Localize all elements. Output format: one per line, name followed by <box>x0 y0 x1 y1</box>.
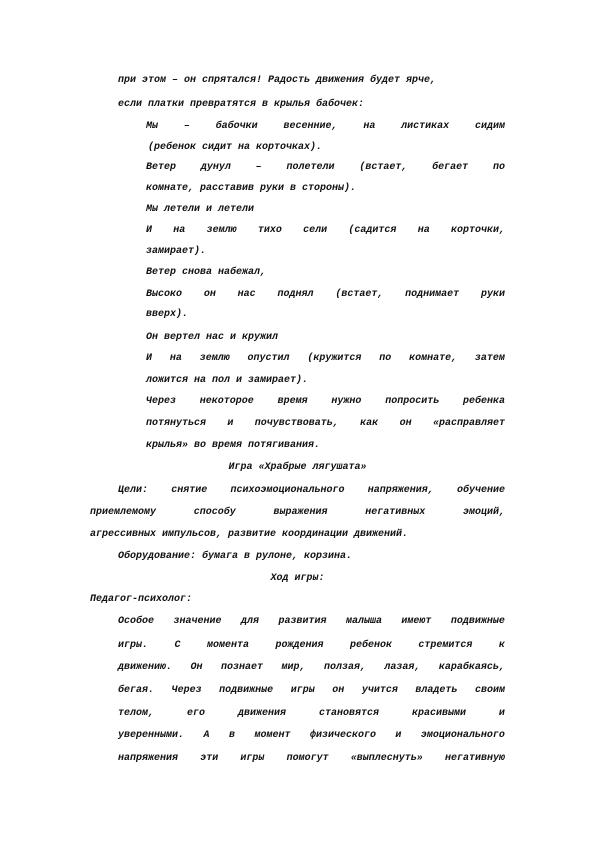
word: почувствовать, <box>254 418 339 429</box>
word: Мы <box>146 121 159 132</box>
text-line <box>118 640 505 651</box>
text-line: при этом – он спрятался! Радость движения будет ярче, <box>118 75 437 86</box>
text-line <box>146 418 505 429</box>
word: и <box>227 418 234 429</box>
word: момента <box>206 640 249 651</box>
word: ребенка <box>462 396 505 407</box>
word: способу <box>193 507 236 518</box>
word: – <box>183 121 190 132</box>
word: ползая, <box>323 662 366 673</box>
word: по <box>379 353 392 364</box>
word: и <box>498 708 505 719</box>
word: подвижные <box>219 685 274 696</box>
word: корточки, <box>450 225 505 236</box>
word: (встает, <box>359 162 408 173</box>
text-line: комнате, расставив руки в стороны). <box>146 183 357 194</box>
word: полетели <box>286 162 335 173</box>
text-line <box>146 396 505 407</box>
word: на <box>173 225 186 236</box>
word: землю <box>199 353 230 364</box>
word: нужно <box>331 396 362 407</box>
word: помогут <box>286 753 329 764</box>
word: бегает <box>432 162 469 173</box>
word: «выплеснуть» <box>350 753 423 764</box>
word: игры <box>240 753 265 764</box>
word: он <box>332 685 345 696</box>
word: на <box>169 353 182 364</box>
word: становятся <box>318 708 379 719</box>
word: тихо <box>257 225 282 236</box>
word: весенние, <box>283 121 338 132</box>
word: бабочки <box>215 121 258 132</box>
word: сели <box>303 225 328 236</box>
word: напряжения <box>118 753 179 764</box>
word: к <box>498 640 505 651</box>
word: владеть <box>415 685 458 696</box>
text-line: Мы летели и летели <box>146 204 255 215</box>
word: его <box>186 708 205 719</box>
text-line: Оборудование: бумага в рулоне, корзина. <box>118 551 353 562</box>
word: выражения <box>273 507 328 518</box>
text-line: Ветер снова набежал, <box>146 267 267 278</box>
word: по <box>492 162 505 173</box>
text-line: (ребенок сидит на корточках). <box>148 142 323 153</box>
word: физического <box>309 730 376 741</box>
word: как <box>360 418 379 429</box>
word: затем <box>474 353 505 364</box>
word: бегая. <box>118 685 155 696</box>
word: негативную <box>444 753 505 764</box>
word: развития <box>278 616 327 627</box>
word: мир, <box>281 662 306 673</box>
word: психоэмоционального <box>230 485 345 496</box>
text-line <box>118 753 505 764</box>
word: на <box>417 225 430 236</box>
text-line: вверх). <box>146 309 189 320</box>
word: красивыми <box>411 708 466 719</box>
word: С <box>174 640 181 651</box>
word: некоторое <box>199 396 254 407</box>
word: Высоко <box>146 289 183 300</box>
word: учится <box>361 685 398 696</box>
text-line <box>146 121 505 132</box>
word: И <box>146 353 153 364</box>
word: Особое <box>118 616 155 627</box>
word: эмоционального <box>420 730 505 741</box>
word: И <box>146 225 153 236</box>
text-line <box>146 162 505 173</box>
word: (кружится <box>307 353 362 364</box>
word: для <box>240 616 259 627</box>
word: сидим <box>474 121 505 132</box>
word: поднял <box>277 289 314 300</box>
word: (встает, <box>335 289 384 300</box>
word: Цели: <box>118 485 149 496</box>
word: карабкаясь, <box>438 662 505 673</box>
word: Он <box>190 662 203 673</box>
word: малыша <box>345 616 382 627</box>
word: движения <box>237 708 286 719</box>
word: игры. <box>118 640 149 651</box>
text-line: крылья» во время потягивания. <box>146 440 321 451</box>
text-line <box>90 507 505 518</box>
word: телом, <box>118 708 155 719</box>
word: приемлемому <box>90 507 157 518</box>
word: руки <box>480 289 505 300</box>
word: своим <box>474 685 505 696</box>
word: движению. <box>118 662 173 673</box>
word: напряжения, <box>367 485 434 496</box>
word: Ветер <box>146 162 177 173</box>
text-line: замирает). <box>146 246 207 257</box>
speaker-label: Педагог-психолог: <box>90 594 193 605</box>
text-line: ложится на пол и замирает). <box>146 375 309 386</box>
section-heading: Игра «Храбрые лягушата» <box>228 462 367 473</box>
word: в <box>228 730 235 741</box>
word: обучение <box>456 485 505 496</box>
word: нас <box>237 289 256 300</box>
word: – <box>255 162 262 173</box>
word: потянуться <box>146 418 207 429</box>
word: Через <box>171 685 202 696</box>
word: игры <box>290 685 315 696</box>
text-line <box>118 662 505 673</box>
text-line <box>118 730 505 741</box>
word: рождения <box>275 640 324 651</box>
word: и <box>395 730 402 741</box>
word: он <box>399 418 412 429</box>
text-line <box>146 225 505 236</box>
text-line <box>118 616 505 627</box>
word: время <box>277 396 308 407</box>
word: А <box>203 730 210 741</box>
word: подвижные <box>450 616 505 627</box>
text-line <box>118 485 505 496</box>
text-line <box>146 353 505 364</box>
word: комнате, <box>409 353 458 364</box>
section-heading: Ход игры: <box>270 573 325 584</box>
word: эмоций, <box>462 507 505 518</box>
text-line: Он вертел нас и кружил <box>146 332 279 343</box>
word: момент <box>254 730 291 741</box>
word: на <box>363 121 376 132</box>
word: лазая, <box>384 662 421 673</box>
word: опустил <box>247 353 290 364</box>
word: (садится <box>348 225 397 236</box>
word: поднимает <box>405 289 460 300</box>
word: стремится <box>418 640 473 651</box>
text-line <box>118 685 505 696</box>
text-line <box>146 289 505 300</box>
word: землю <box>206 225 237 236</box>
text-line: агрессивных импульсов, развитие координации движений. <box>90 529 409 540</box>
text-line: если платки превратятся в крылья бабочек: <box>118 99 365 110</box>
text-line <box>118 708 505 719</box>
word: он <box>203 289 216 300</box>
word: Через <box>146 396 177 407</box>
word: уверенными. <box>118 730 185 741</box>
word: имеют <box>401 616 432 627</box>
word: негативных <box>365 507 426 518</box>
word: значение <box>173 616 222 627</box>
word: познает <box>220 662 263 673</box>
word: листиках <box>401 121 450 132</box>
word: снятие <box>171 485 208 496</box>
word: ребенок <box>349 640 392 651</box>
word: эти <box>200 753 219 764</box>
word: «расправляет <box>432 418 505 429</box>
word: попросить <box>385 396 440 407</box>
word: дунул <box>200 162 231 173</box>
